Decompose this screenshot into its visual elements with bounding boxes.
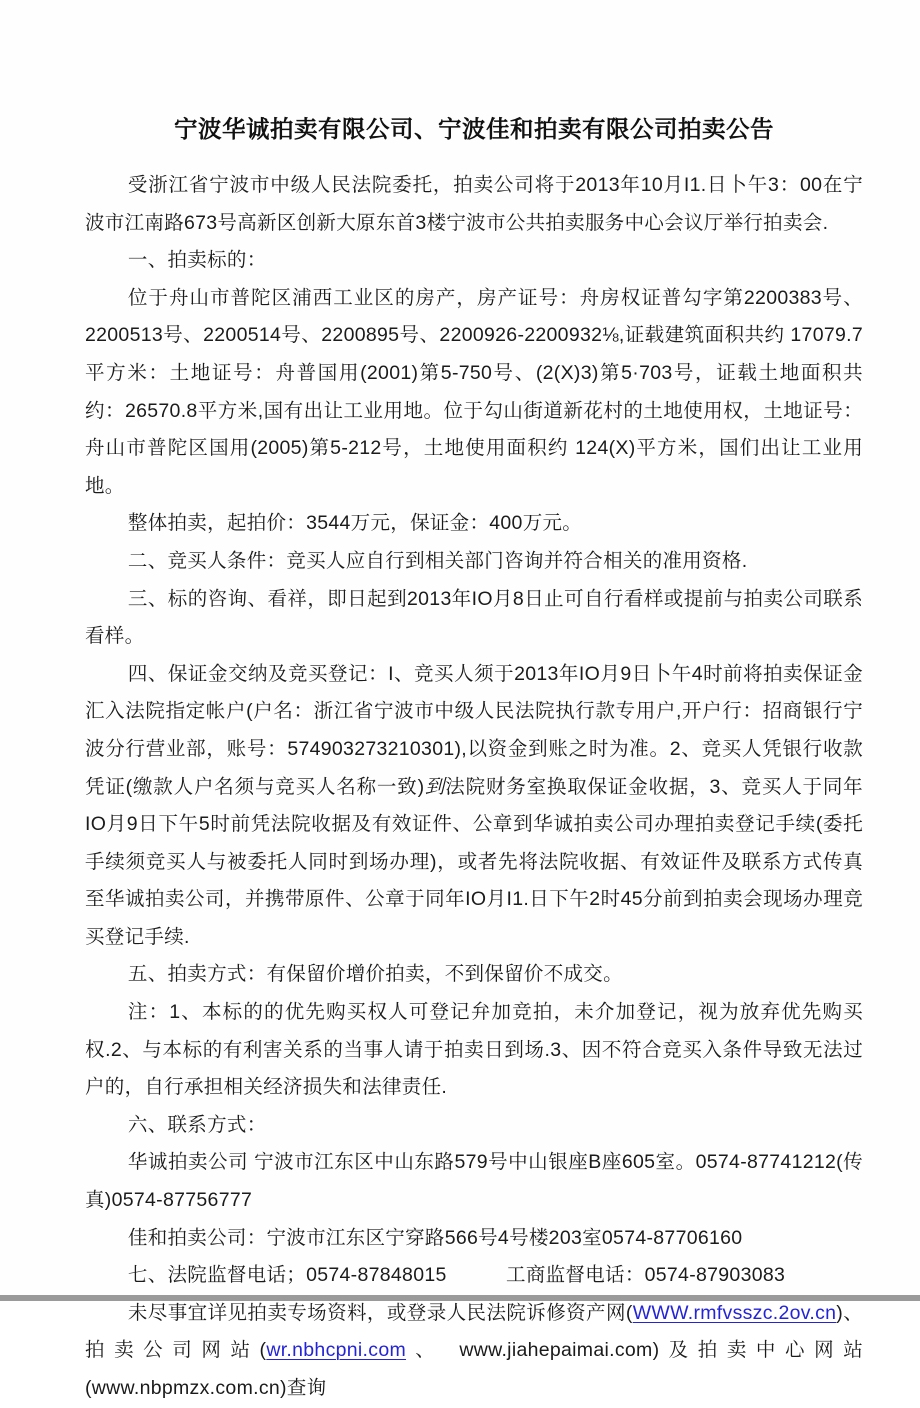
contact-huacheng: [85, 1144, 863, 1219]
contact-jiahe: [85, 1220, 863, 1258]
supervision-phones-text: 七、法院监督电话；0574-87848015 工商监督电话：0574-87903083: [127, 1264, 786, 1287]
section-1-body-text: 位于舟山市普陀区浦西工业区的房产，房产证号：舟房权证普勾字第2200383号、2200513号、2200514号、2200895号、2200926-2200932⅛,证载建筑面积共约 17079.7平方米：土地证号：舟普国用(2001)第5-750号、(2(X)3)第5·703号，证载土地面积共约：26570.8平方米,国有出让工业用地。位于勾山街道新花村的土地使用权，土地证号：舟山市普陀区国用(2005)第5-212号，土地使用面积约 124(X)平方米，国们出让工业用地。: [85, 286, 863, 497]
section-6-heading-text: 六、联系方式：: [127, 1113, 267, 1136]
section-4: [85, 656, 863, 957]
section-2: [85, 543, 863, 581]
section-6-heading: [85, 1107, 863, 1145]
footer-text-3: 、 www.jiahepaimai.com)及拍卖中心网站 (www.nbpmzx.com.cn)查询: [85, 1339, 863, 1399]
section-1-heading-text: 一、拍卖标的：: [127, 249, 267, 272]
footer-links: [85, 1295, 863, 1408]
intro-text: 受浙江省宁波市中级人民法院委托，拍卖公司将于2013年10月I1.日卜午3：00在宁波市江南路673号高新区创新大原东首3楼宁波市公共拍卖服务中心会议厅举行拍卖会.: [85, 174, 863, 234]
document-title: 宁波华诚拍卖有限公司、宁波佳和拍卖有限公司拍卖公告: [174, 116, 774, 142]
section-3-text: 三、标的咨询、看祥，即日起到2013年IO月8日止可自行看样或提前与拍卖公司联系看样。: [85, 587, 863, 648]
section-5-text: 五、拍卖方式：有保留价增价拍卖，不到保留价不成交。: [127, 963, 623, 986]
section-7-supervision: [85, 1257, 863, 1295]
section-4-text-post: 法院财务室换取保证金收据，3、竞买人于同年IO月9日下午5时前凭法院收据及有效证件、公章到华诚拍卖公司办理拍卖登记手续(委托手续须竞买人与被委托人同时到场办理)，或者先将法院收据、有效证件及联系方式传真至华诚拍卖公司，并携带原件、公章于同年IO月I1.日下午2时45分前到拍卖会现场办理竞买登记手续.: [85, 775, 863, 948]
paragraph-intro: [85, 167, 863, 242]
scan-edge: [0, 1295, 920, 1301]
notes-text: 注：1、本标的的优先购买权人可登记弁加竞拍，未介加登记，视为放弃优先购买权.2、与本标的有利害关系的当事人请于拍卖日到场.3、因不符合竞买入条件导致无法过户的，自行承担相关经济损失和法律责任.: [85, 1001, 863, 1099]
contact-huacheng-text: 华诚拍卖公司 宁波市江东区中山东路579号中山银座B座605室。0574-87741212(传真)0574-87756777: [85, 1151, 863, 1212]
section-4-italic-char: 到: [424, 775, 446, 798]
section-4-text-pre: 四、保证金交纳及竞买登记：I、竞买人须于2013年IO月9日卜午4时前将拍卖保证金汇入法院指定帐户(户名：浙江省宁波市中级人民法院执行款专用户,开户行：招商银行宁波分行营业部，账号：574903273210301),以资金到账之时为准。2、竞买人凭银行收款凭证(缴款人户名须与竞买人名称一致): [85, 662, 863, 798]
section-2-text: 二、竞买人条件：竞买人应自行到相关部门咨询并符合相关的准用资格.: [127, 549, 748, 572]
section-3: [85, 581, 863, 656]
footer-text-2: )、拍卖公司网站(: [85, 1301, 864, 1362]
footer-text-1: 未尽事宜详见拍卖专场资料，或登录人民法院诉修资产网(: [127, 1301, 633, 1324]
court-assets-site-link[interactable]: WWW.rmfvsszc.2ov.cn: [632, 1301, 837, 1324]
price-line-text: 整体拍卖，起拍价：3544万元，保证金：400万元。: [127, 512, 583, 535]
notes: [85, 994, 863, 1107]
price-line: [85, 505, 863, 543]
section-5: [85, 956, 863, 994]
section-1-body: [85, 280, 863, 506]
section-1-heading: [85, 242, 863, 280]
contact-jiahe-text: 佳和拍卖公司：宁波市江东区宁穿路566号4号楼203室0574-87706160: [127, 1226, 743, 1249]
huacheng-site-link[interactable]: wr.nbhcpni.com: [266, 1339, 407, 1362]
